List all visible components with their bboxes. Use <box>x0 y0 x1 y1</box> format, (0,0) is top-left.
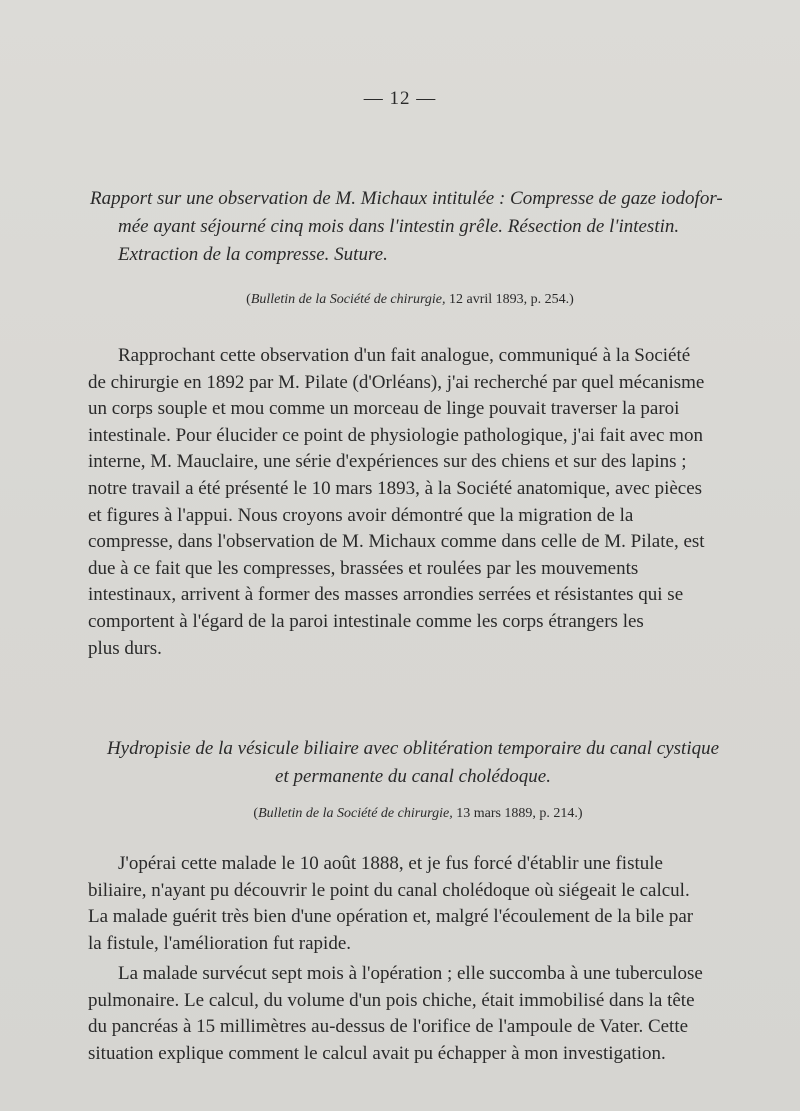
article1-title <box>90 185 740 269</box>
text-line: biliaire, n'ayant pu découvrir le point du canal cholédoque où siégeait le calcul. <box>88 879 690 901</box>
text-line: intestinale. Pour élucider ce point de physiologie pathologique, j'ai fait avec mon <box>88 424 703 446</box>
article2-source <box>18 806 800 822</box>
article1-paragraph <box>88 343 734 662</box>
title-line: mée ayant séjourné cinq mois dans l'intestin grêle. Résection de l'intestin. <box>118 216 680 237</box>
article2-paragraph-2 <box>88 961 734 1067</box>
text-line: intestinaux, arrivent à former des masses arrondies serrées et résistantes qui se <box>88 584 684 606</box>
source-open-paren: ( <box>253 806 259 821</box>
text-line: de chirurgie en 1892 par M. Pilate (d'Orléans), j'ai recherché par quel mécanisme <box>88 371 705 393</box>
title-line: et permanente du canal cholédoque. <box>275 766 551 787</box>
page-number: — 12 — <box>363 88 437 109</box>
title-line: Extraction de la compresse. Suture. <box>118 244 388 265</box>
text-line: comportent à l'égard de la paroi intestinale comme les corps étrangers les <box>88 610 644 632</box>
title-line: Rapport sur une observation de M. Michaux intitulée : Compresse de gaze iodofor- <box>90 188 723 209</box>
text-line: Rapprochant cette observation d'un fait analogue, communiqué à la Société <box>118 345 691 366</box>
text-line: situation explique comment le calcul avait pu échapper à mon investigation. <box>88 1042 666 1064</box>
text-line: et figures à l'appui. Nous croyons avoir démontré que la migration de la <box>88 504 634 526</box>
text-line: notre travail a été présenté le 10 mars 1893, à la Société anatomique, avec pièces <box>88 477 703 499</box>
source-details: 12 avril 1893, p. 254.) <box>445 292 574 307</box>
text-line: un corps souple et mou comme un morceau de linge pouvait traverser la paroi <box>88 398 680 420</box>
source-open-paren: ( <box>246 292 251 307</box>
source-details: 13 mars 1889, p. 214.) <box>452 806 583 821</box>
text-line: interne, M. Mauclaire, une série d'expériences sur des chiens et sur des lapins ; <box>88 451 687 473</box>
text-line: compresse, dans l'observation de M. Michaux comme dans celle de M. Pilate, est <box>88 531 705 553</box>
text-line: due à ce fait que les compresses, brassées et roulées par les mouvements <box>88 557 639 579</box>
text-line: plus durs. <box>88 637 162 659</box>
text-line: La malade guérit très bien d'une opération et, malgré l'écoulement de la bile par <box>88 906 694 928</box>
text-line: du pancréas à 15 millimètres au-dessus de l'orifice de l'ampoule de Vater. Cette <box>88 1016 689 1038</box>
text-line: pulmonaire. Le calcul, du volume d'un pois chiche, était immobilisé dans la tête <box>88 989 695 1011</box>
article2-title <box>88 735 738 791</box>
text-line: J'opérai cette malade le 10 août 1888, et je fus forcé d'établir une fistule <box>118 853 663 874</box>
source-journal: Bulletin de la Société de chirurgie, <box>258 806 453 821</box>
title-line: Hydropisie de la vésicule biliaire avec oblitération temporaire du canal cystique <box>106 738 720 759</box>
article2-paragraph-1 <box>88 851 734 957</box>
text-line: la fistule, l'amélioration fut rapide. <box>88 932 352 954</box>
source-journal: Bulletin de la Société de chirurgie, <box>250 292 446 307</box>
text-line: La malade survécut sept mois à l'opération ; elle succomba à une tuberculose <box>118 963 703 984</box>
article1-source <box>10 292 800 308</box>
